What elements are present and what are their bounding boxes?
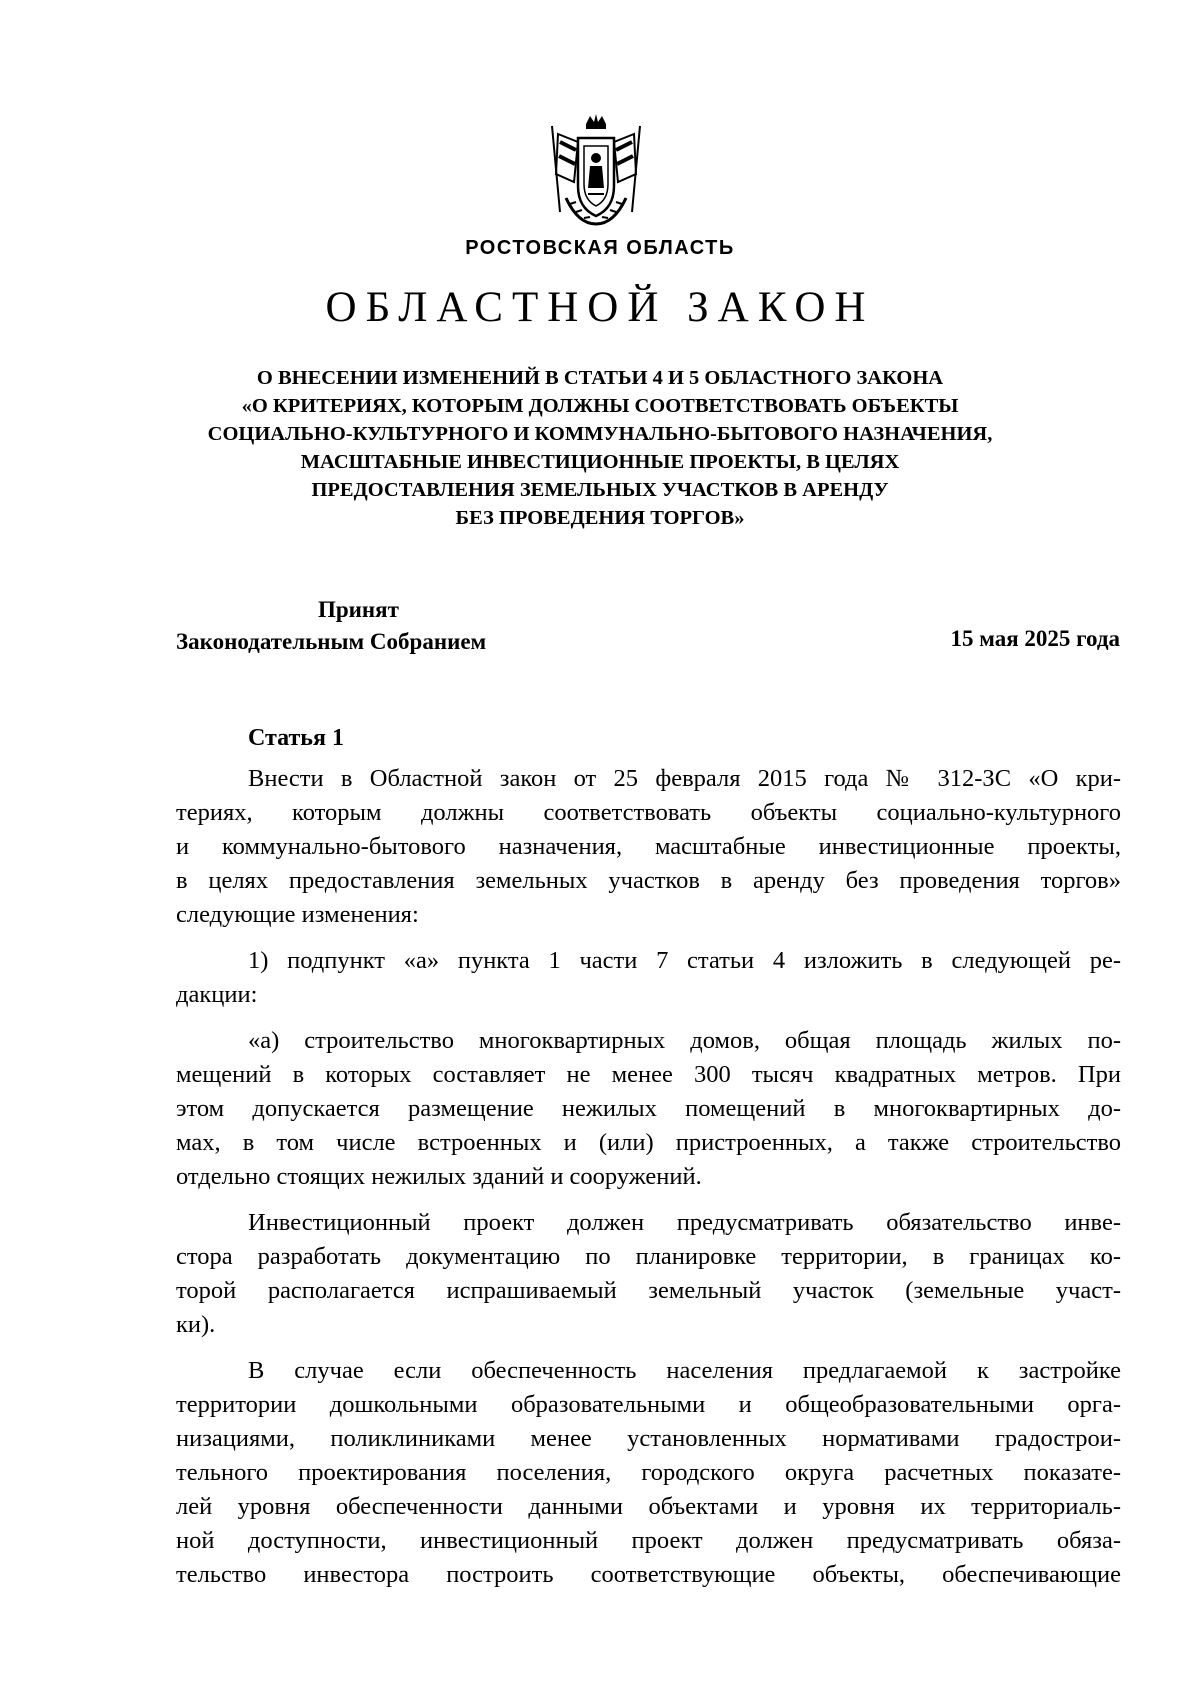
law-title-line: БЕЗ ПРОВЕДЕНИЯ ТОРГОВ» [455,507,745,529]
article-body [176,762,1121,1604]
text-line: стора разработать документацию по планировке территории, в границах ко- [176,1243,1121,1270]
law-title-line: ПРЕДОСТАВЛЕНИЯ ЗЕМЕЛЬНЫХ УЧАСТКОВ В АРЕНДУ [311,479,889,501]
coat-of-arms-icon [548,112,644,230]
paragraph [176,1024,1121,1194]
text-line: «а) строительство многоквартирных домов, общая площадь жилых по- [248,1027,1121,1054]
text-line: Внести в Областной закон от 25 февраля 2015 года № 312-ЗС «О кри- [248,765,1121,792]
text-line: этом допускается размещение нежилых помещений в многоквартирных до- [176,1095,1121,1122]
paragraph [176,1354,1121,1592]
text-line: мах, в том числе встроенных и (или) пристроенных, а также строительство [176,1129,1121,1156]
law-title-line: «О КРИТЕРИЯХ, КОТОРЫМ ДОЛЖНЫ СООТВЕТСТВОВАТЬ ОБЪЕКТЫ [241,395,959,417]
law-type: ОБЛАСТНОЙ ЗАКОН [325,284,875,331]
text-line: В случае если обеспеченность населения предлагаемой к застройке [248,1357,1121,1384]
adopted-by: Законодательным Собранием [176,629,487,654]
text-line: дакции: [176,981,258,1008]
text-line: торой располагается испрашиваемый земельный участок (земельные участ- [176,1277,1121,1304]
article-heading: Статья 1 [248,725,344,751]
text-line: отдельно стоящих нежилых зданий и сооружений. [176,1163,702,1190]
paragraph [176,944,1121,1012]
adoption-block [176,594,486,658]
text-line: следующие изменения: [176,901,419,928]
text-line: тельного проектирования поселения, городского округа расчетных показате- [176,1459,1121,1486]
region-name: РОСТОВСКАЯ ОБЛАСТЬ [465,237,735,259]
text-line: в целях предоставления земельных участков в аренду без проведения торгов» [176,867,1121,894]
paragraph [176,762,1121,932]
adoption-date: 15 мая 2025 года [950,626,1120,651]
text-line: лей уровня обеспеченности данными объектами и уровня их территориаль- [176,1493,1121,1520]
text-line: ки). [176,1311,216,1338]
paragraph [176,1206,1121,1342]
text-line: тельство инвестора построить соответствующие объекты, обеспечивающие [176,1561,1121,1588]
adopted-label: Принят [318,597,399,622]
text-line: Инвестиционный проект должен предусматривать обязательство инве- [248,1209,1121,1236]
text-line: 1) подпункт «а» пункта 1 части 7 статьи 4 изложить в следующей ре- [248,947,1121,974]
text-line: ной доступности, инвестиционный проект должен предусматривать обяза- [176,1527,1121,1554]
text-line: мещений в которых составляет не менее 300 тысяч квадратных метров. При [176,1061,1121,1088]
text-line: низациями, поликлиниками менее установленных нормативами градострои- [176,1425,1121,1452]
text-line: и коммунально-бытового назначения, масштабные инвестиционные проекты, [176,833,1121,860]
text-line: территории дошкольными образовательными и общеобразовательными орга- [176,1391,1121,1418]
law-title-line: МАСШТАБНЫЕ ИНВЕСТИЦИОННЫЕ ПРОЕКТЫ, В ЦЕЛЯХ [300,451,900,473]
law-title-line: О ВНЕСЕНИИ ИЗМЕНЕНИЙ В СТАТЬИ 4 И 5 ОБЛАСТНОГО ЗАКОНА [256,367,944,389]
law-title-line: СОЦИАЛЬНО-КУЛЬТУРНОГО И КОММУНАЛЬНО-БЫТОВОГО НАЗНАЧЕНИЯ, [207,423,993,445]
law-title [120,364,1080,532]
text-line: териях, которым должны соответствовать объекты социально-культурного [176,799,1121,826]
